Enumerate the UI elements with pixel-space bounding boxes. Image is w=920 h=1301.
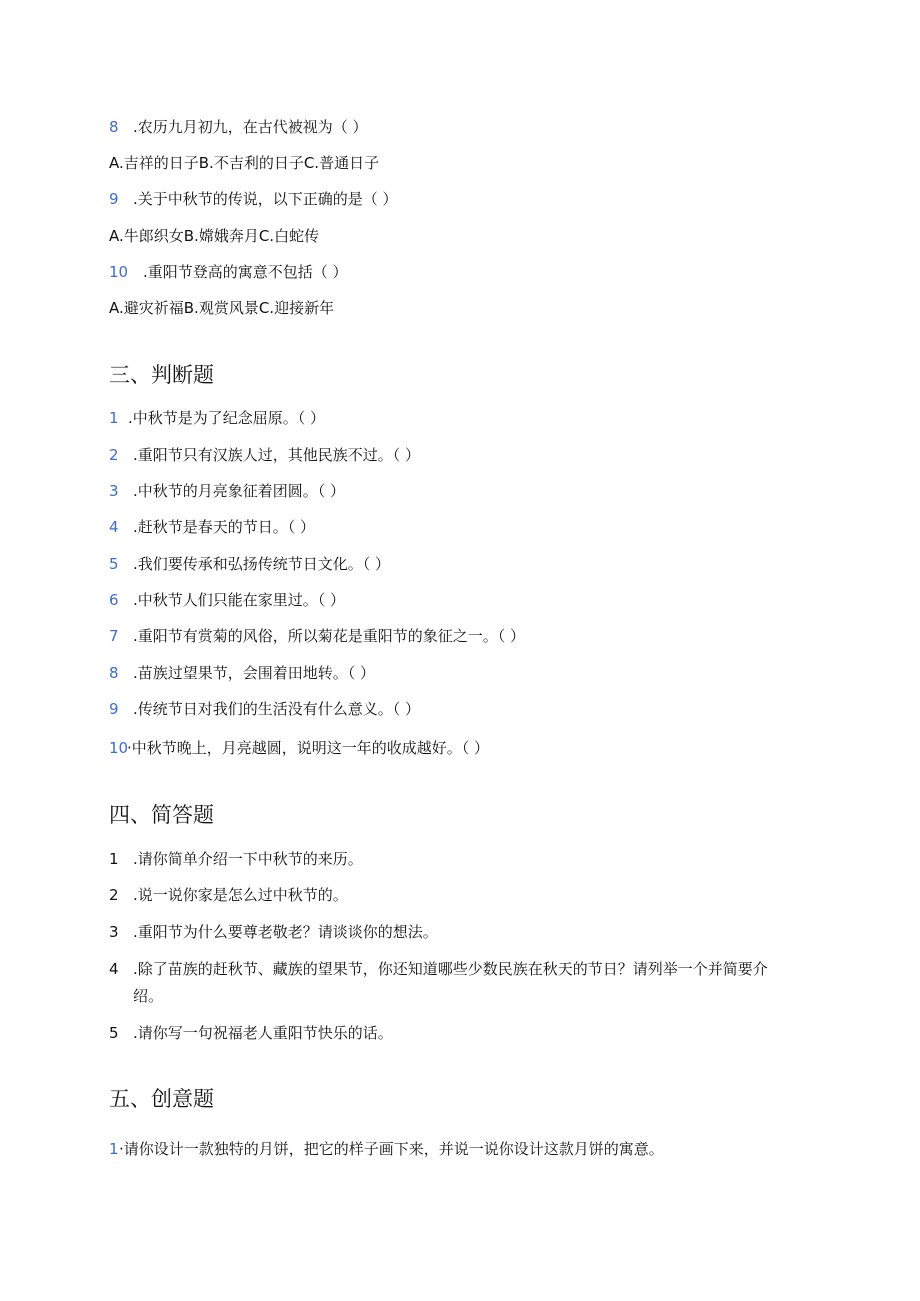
judgement-item-2 xyxy=(109,445,420,465)
judgement-item-6 xyxy=(109,590,345,610)
question-number: 4 xyxy=(109,518,119,536)
question-text: .中秋节的月亮象征着团圆。（ ） xyxy=(133,482,346,500)
question-number: 1 xyxy=(109,850,119,868)
question-text: .赶秋节是春天的节日。（ ） xyxy=(133,518,316,536)
question-text: .重阳节只有汉族人过，其他民族不过。（ ） xyxy=(133,446,421,464)
question-number: 5 xyxy=(109,1024,119,1042)
question-text: .重阳节为什么要尊老敬老？请谈谈你的想法。 xyxy=(133,923,438,941)
judgement-item-5 xyxy=(109,554,390,574)
question-number: 5 xyxy=(109,555,119,573)
choice-options-8: A.吉祥的日子B.不吉利的日子C.普通日子 xyxy=(109,154,380,172)
question-number: 8 xyxy=(109,118,119,136)
question-text: .中秋节是为了纪念屈原。（ ） xyxy=(128,409,326,427)
section-title-judgement: 三、判断题 xyxy=(109,363,214,387)
choice-question-9 xyxy=(109,189,398,209)
short-answer-item-4-continuation: 绍。 xyxy=(133,987,164,1005)
choice-options-9: A.牛郎织女B.嫦娥奔月C.白蛇传 xyxy=(109,227,320,245)
question-text: .重阳节登高的寓意不包括（ ） xyxy=(143,263,348,281)
short-answer-item-3 xyxy=(109,922,438,942)
question-number: 1 xyxy=(109,409,119,427)
question-text: .关于中秋节的传说，以下正确的是（ ） xyxy=(133,190,398,208)
question-text: .我们要传承和弘扬传统节日文化。（ ） xyxy=(133,555,391,573)
question-text: .中秋节人们只能在家里过。（ ） xyxy=(133,591,346,609)
choice-question-8 xyxy=(109,117,368,137)
question-number: 3 xyxy=(109,482,119,500)
question-number: 9 xyxy=(109,190,119,208)
question-text: .农历九月初九，在古代被视为（ ） xyxy=(133,118,368,136)
choice-options-10: A.避灾祈福B.观赏风景C.迎接新年 xyxy=(109,299,335,317)
creative-item-1 xyxy=(109,1139,664,1159)
judgement-item-1 xyxy=(109,408,325,428)
question-text: ·请你设计一款独特的月饼，把它的样子画下来，并说一说你设计这款月饼的寓意。 xyxy=(119,1140,664,1158)
judgement-item-9 xyxy=(109,699,420,719)
section-title-creative: 五、创意题 xyxy=(109,1087,214,1111)
question-number: 4 xyxy=(109,960,119,978)
short-answer-item-4 xyxy=(109,959,768,979)
question-number: 10 xyxy=(109,263,129,281)
judgement-item-7 xyxy=(109,626,525,646)
question-number: 2 xyxy=(109,446,119,464)
judgement-item-3 xyxy=(109,481,345,501)
judgement-item-4 xyxy=(109,517,315,537)
question-number: 10 xyxy=(109,739,129,757)
question-text: ·中秋节晚上，月亮越圆，说明这一年的收成越好。（ ） xyxy=(127,739,490,757)
question-text: .请你写一句祝福老人重阳节快乐的话。 xyxy=(133,1024,393,1042)
question-number: 6 xyxy=(109,591,119,609)
short-answer-item-5 xyxy=(109,1023,393,1043)
question-number: 2 xyxy=(109,886,119,904)
question-text: .苗族过望果节，会围着田地转。（ ） xyxy=(133,664,376,682)
section-title-short-answer: 四、简答题 xyxy=(109,803,214,827)
question-number: 3 xyxy=(109,923,119,941)
judgement-item-8 xyxy=(109,663,375,683)
judgement-item-10 xyxy=(109,738,489,758)
short-answer-item-1 xyxy=(109,849,363,869)
question-text: .传统节日对我们的生活没有什么意义。（ ） xyxy=(133,700,421,718)
question-text: .请你简单介绍一下中秋节的来历。 xyxy=(133,850,363,868)
question-text: .除了苗族的赶秋节、藏族的望果节，你还知道哪些少数民族在秋天的节日？请列举一个并简要介 xyxy=(133,960,768,978)
question-text: .说一说你家是怎么过中秋节的。 xyxy=(133,886,348,904)
question-number: 7 xyxy=(109,627,119,645)
question-text: .重阳节有赏菊的风俗，所以菊花是重阳节的象征之一。（ ） xyxy=(133,627,526,645)
short-answer-item-2 xyxy=(109,885,348,905)
question-number: 8 xyxy=(109,664,119,682)
choice-question-10 xyxy=(109,262,348,282)
question-number: 9 xyxy=(109,700,119,718)
question-number: 1 xyxy=(109,1140,119,1158)
